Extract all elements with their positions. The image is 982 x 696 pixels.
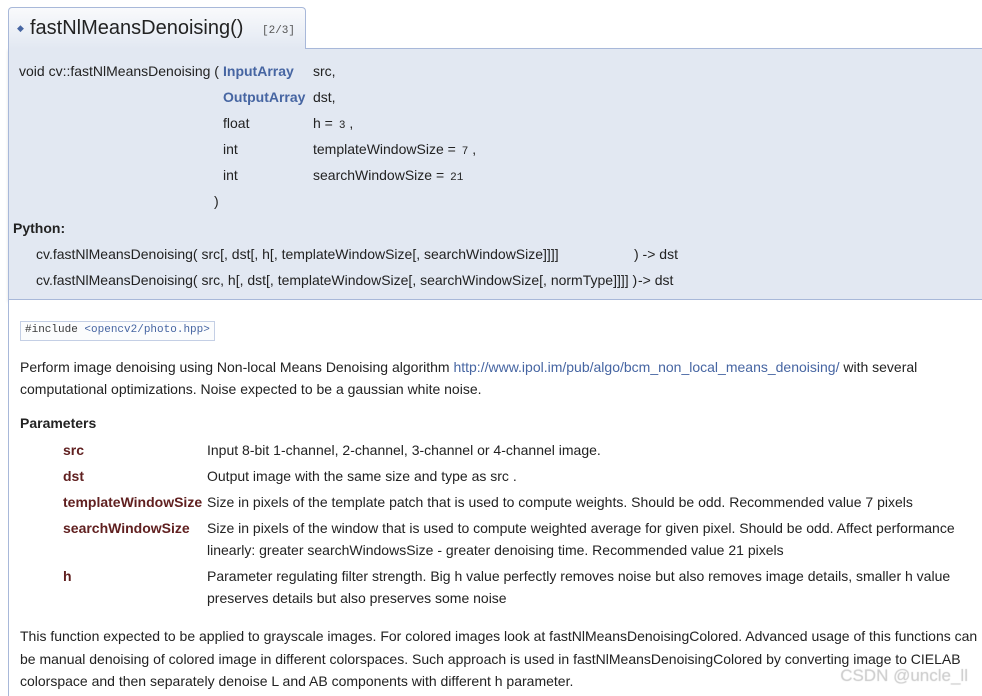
param-doc-desc-dst: Output image with the same size and type as src . — [207, 468, 517, 484]
param-name-templatewindowsize: templateWindowSize = — [313, 141, 456, 157]
function-documentation — [8, 300, 982, 696]
param-templatewindowsize-line — [313, 141, 476, 158]
python-return-1: ) -> dst — [634, 246, 678, 262]
param-name-src: src, — [313, 63, 336, 79]
description-text-cont: with several — [843, 359, 918, 375]
param-name-searchwindowsize: searchWindowSize = — [313, 167, 445, 183]
param-type-templatewindowsize: int — [223, 141, 238, 157]
footer-line-1: This function expected to be applied to grayscale images. For colored images look at fastNlMeansDenoisingColored. Advanced usage of this functions can — [20, 628, 978, 644]
param-type-h: float — [223, 115, 250, 131]
param-suffix-h: , — [349, 115, 354, 131]
description-line-1 — [20, 356, 917, 378]
param-suffix-templatewindowsize: , — [472, 141, 477, 157]
signature-start: void cv::fastNlMeansDenoising ( — [19, 63, 219, 79]
python-signature-1: cv.fastNlMeansDenoising( src[, dst[, h[, templateWindowSize[, searchWindowSize]]]] — [36, 246, 559, 262]
param-doc-desc-src: Input 8-bit 1-channel, 2-channel, 3-channel or 4-channel image. — [207, 442, 601, 458]
python-signature-2: cv.fastNlMeansDenoising( src, h[, dst[, templateWindowSize[, searchWindowSize[, normType]]]] ) — [36, 272, 638, 288]
param-doc-desc-h-2: preserves details but also preserves some noise — [207, 590, 507, 606]
ipol-algorithm-link[interactable]: http://www.ipol.im/pub/algo/bcm_non_local_means_denoising/ — [453, 359, 840, 375]
param-name-dst: dst, — [313, 89, 336, 105]
overload-indicator: [2/3] — [262, 25, 296, 37]
param-doc-name-searchwindowsize: searchWindowSize — [63, 520, 190, 536]
include-fragment — [20, 321, 215, 341]
function-prototype — [8, 48, 982, 300]
include-directive: #include — [25, 324, 78, 336]
param-type-src[interactable]: InputArray — [223, 63, 294, 79]
python-label: Python: — [13, 220, 66, 236]
include-header-link[interactable]: <opencv2/photo.hpp> — [84, 324, 210, 336]
param-h-line — [313, 115, 353, 132]
footer-line-2: be manual denoising of colored image in different colorspaces. Such approach is used in fastNlMeansDenoisingColored by converting image to CIELAB — [20, 651, 961, 667]
parameters-heading: Parameters — [20, 415, 97, 431]
function-title: fastNlMeansDenoising() — [30, 17, 244, 39]
param-type-dst[interactable]: OutputArray — [223, 89, 306, 105]
param-name-h: h = — [313, 115, 333, 131]
param-doc-desc-templatewindowsize: Size in pixels of the template patch that is used to compute weights. Should be odd. Recommended value 7 pixels — [207, 494, 913, 510]
close-paren: ) — [214, 193, 219, 209]
param-doc-name-templatewindowsize: templateWindowSize — [63, 494, 203, 510]
param-doc-name-src: src — [63, 442, 85, 458]
csdn-watermark: CSDN @uncle_ll — [840, 666, 968, 685]
param-doc-name-h: h — [63, 568, 72, 584]
param-searchwindowsize-line — [313, 167, 463, 184]
description-line-2: computational optimizations. Noise expected to be a gaussian white noise. — [20, 381, 482, 397]
param-default-h: 3 — [338, 120, 346, 132]
python-return-2: -> dst — [638, 272, 674, 288]
param-doc-desc-searchwindowsize-2: linearly: greater searchWindowsSize - greater denoising time. Recommended value 21 pixels — [207, 542, 784, 558]
member-title-tab — [8, 7, 306, 49]
param-doc-desc-searchwindowsize-1: Size in pixels of the window that is used to compute weighted average for given pixel. Should be odd. Affect performance — [207, 520, 955, 536]
param-default-searchwindowsize: 21 — [450, 172, 464, 184]
param-type-searchwindowsize: int — [223, 167, 238, 183]
description-text: Perform image denoising using Non-local Means Denoising algorithm — [20, 359, 450, 375]
footer-line-3: colorspace and then separately denoise L and AB components with different h parameter. — [20, 673, 574, 689]
diamond-bullet-icon: ◆ — [17, 23, 24, 33]
param-doc-desc-h-1: Parameter regulating filter strength. Big h value perfectly removes noise but also removes image details, smaller h value — [207, 568, 951, 584]
param-default-templatewindowsize: 7 — [461, 146, 469, 158]
param-doc-name-dst: dst — [63, 468, 84, 484]
